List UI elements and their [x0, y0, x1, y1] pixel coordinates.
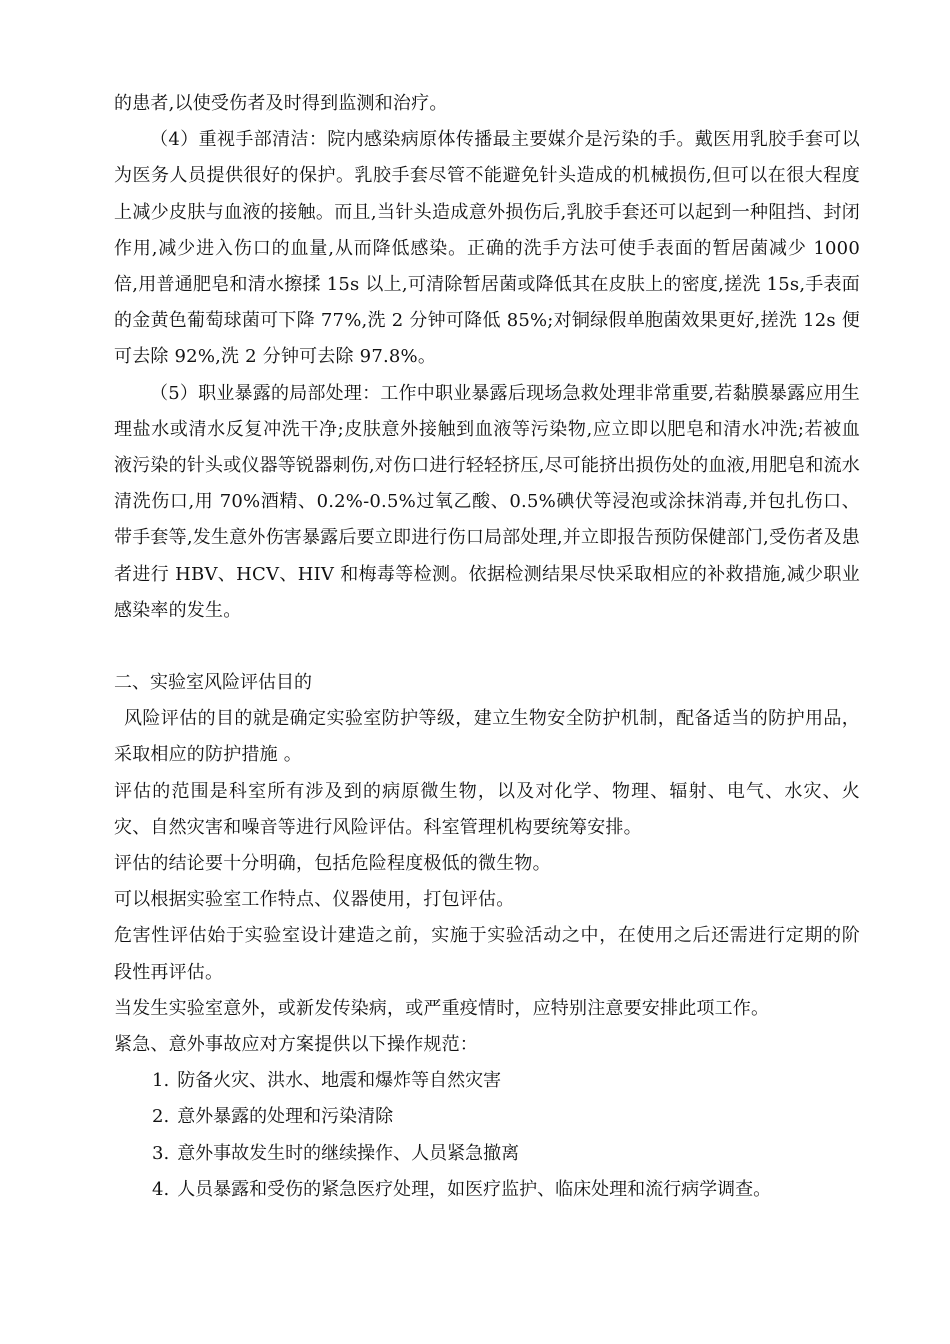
list-item-number: 1.	[152, 1070, 170, 1092]
section-spacer	[114, 629, 860, 665]
paragraph-local-treatment: （5）职业暴露的局部处理：工作中职业暴露后现场急救处理非常重要,若黏膜暴露应用生理盐水或清水反复冲洗干净;皮肤意外接触到血液等污染物,应立即以肥皂和清水冲洗;若被血液污染的针头或仪器等锐器刺伤,对伤口进行轻轻挤压,尽可能挤出损伤处的血液,用肥皂和流水清洗伤口,用 70%酒精、0.2%-0.5%过氧乙酸、0.5%碘伏等浸泡或涂抹消毒,并包扎伤口、带手套等,发生意外伤害暴露后要立即进行伤口局部处理,并立即报告预防保健部门,受伤者及患者进行 HBV、HCV、HIV 和梅毒等检测。依据检测结果尽快采取相应的补救措施,减少职业感染率的发生。	[114, 382, 860, 621]
paragraph-scope: 评估的范围是科室所有涉及到的病原微生物，以及对化学、物理、辐射、电气、水灾、火灾、自然灾害和噪音等进行风险评估。科室管理机构要统筹安排。	[114, 780, 860, 838]
section-heading: 二、实验室风险评估目的	[114, 672, 312, 694]
list-item-number: 2.	[152, 1106, 170, 1128]
list-item	[114, 1063, 860, 1099]
paragraph-hand-hygiene: （4）重视手部清洁：院内感染病原体传播最主要媒介是污染的手。戴医用乳胶手套可以为医务人员提供很好的保护。乳胶手套尽管不能避免针头造成的机械损伤,但可以在很大程度上减少皮肤与血液的接触。而且,当针头造成意外损伤后,乳胶手套还可以起到一种阻挡、封闭作用,减少进入伤口的血量,从而降低感染。正确的洗手方法可使手表面的暂居菌减少 1000 倍,用普通肥皂和清水擦揉 15s 以上,可清除暂居菌或降低其在皮肤上的密度,搓洗 15s,手表面的金黄色葡萄球菌可下降 77%,洗 2 分钟可降低 85%;对铜绿假单胞菌效果更好,搓洗 12s 便可去除 92%,洗 2 分钟可去除 97.8%。	[114, 129, 860, 368]
emergency-procedures-list	[114, 1063, 860, 1208]
document-page	[114, 86, 860, 1208]
paragraph-purpose: 风险评估的目的就是确定实验室防护等级，建立生物安全防护机制，配备适当的防护用品，采取相应的防护措施 。	[114, 708, 860, 766]
list-item-text: 人员暴露和受伤的紧急医疗处理，如医疗监护、临床处理和流行病学调查。	[177, 1178, 772, 1200]
paragraph-special-attention: 当发生实验室意外，或新发传染病，或严重疫情时，应特别注意要安排此项工作。	[114, 997, 770, 1019]
list-item-text: 防备火灾、洪水、地震和爆炸等自然灾害	[177, 1070, 502, 1092]
paragraph-emergency-plan: 紧急、意外事故应对方案提供以下操作规范：	[114, 1034, 478, 1056]
list-item	[114, 1099, 860, 1135]
paragraph-package: 可以根据实验室工作特点、仪器使用，打包评估。	[114, 889, 515, 911]
list-item-number: 3.	[152, 1142, 170, 1164]
list-item	[114, 1136, 860, 1172]
list-item-text: 意外暴露的处理和污染清除	[177, 1106, 394, 1128]
list-item-text: 意外事故发生时的继续操作、人员紧急撤离	[177, 1142, 520, 1164]
paragraph-hazard-evaluation: 危害性评估始于实验室设计建造之前，实施于实验活动之中，在使用之后还需进行定期的阶段性再评估。	[114, 925, 860, 983]
list-item	[114, 1172, 860, 1208]
list-item-number: 4.	[152, 1178, 170, 1200]
paragraph-conclusion: 评估的结论要十分明确，包括危险程度极低的微生物。	[114, 853, 551, 875]
paragraph-continuation: 的患者,以使受伤者及时得到监测和治疗。	[114, 93, 448, 114]
